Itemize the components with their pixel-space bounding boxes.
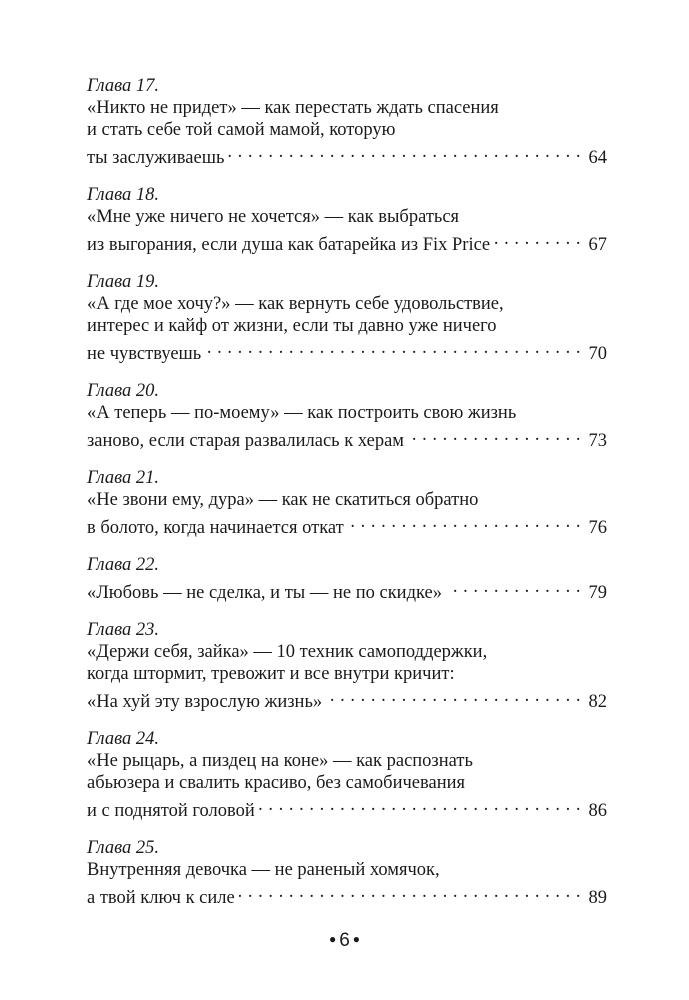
chapter-title-line: «А где мое хочу?» — как вернуть себе удовольствие, [87, 294, 504, 314]
page-folio [0, 927, 689, 953]
chapter-title-line: и с поднятой головой [87, 801, 255, 821]
toc-entry-20 [87, 380, 607, 451]
chapter-title-line: не чувствуешь [87, 344, 202, 364]
folio-number: 6 [339, 930, 350, 951]
dot-leader [259, 794, 581, 816]
chapter-label: Глава 20. [87, 381, 159, 401]
table-of-contents [87, 75, 607, 924]
dot-leader [408, 424, 581, 446]
chapter-title-line: «Держи себя, зайка» — 10 техник самоподдержки, [87, 642, 488, 662]
page-number: 64 [588, 148, 607, 168]
chapter-title-last-line[interactable] [87, 794, 607, 821]
chapter-label: Глава 22. [87, 555, 159, 575]
chapter-title-line: заново, если старая развалилась к херам [87, 431, 405, 451]
toc-entry-22 [87, 554, 607, 603]
toc-entry-24 [87, 728, 607, 821]
chapter-title-line: «На хуй эту взрослую жизнь» [87, 692, 323, 712]
page-number: 76 [588, 518, 607, 538]
chapter-label: Глава 18. [87, 185, 159, 205]
dot-leader [446, 576, 581, 598]
toc-entry-23 [87, 619, 607, 712]
dot-leader [239, 881, 581, 903]
chapter-title-last-line[interactable] [87, 228, 607, 255]
chapter-label: Глава 25. [87, 838, 159, 858]
chapter-title-line: когда штормит, тревожит и все внутри кричит: [87, 664, 455, 684]
chapter-title-line: «Мне уже ничего не хочется» — как выбраться [87, 207, 460, 227]
page-number: 89 [588, 888, 607, 908]
dot-leader [326, 685, 581, 707]
dot-leader [348, 511, 581, 533]
chapter-title-last-line[interactable] [87, 424, 607, 451]
chapter-title-line: «А теперь — по-моему» — как построить свою жизнь [87, 403, 517, 423]
chapter-title-last-line[interactable] [87, 685, 607, 712]
toc-entry-17 [87, 75, 607, 168]
chapter-title-line: а твой ключ к силе [87, 888, 235, 908]
dot-leader [494, 228, 581, 250]
chapter-title-line: интерес и кайф от жизни, если ты давно уже ничего [87, 316, 497, 336]
chapter-label: Глава 21. [87, 468, 159, 488]
folio-bullet-right: ● [352, 932, 361, 946]
chapter-label: Глава 17. [87, 76, 159, 96]
toc-entry-19 [87, 271, 607, 364]
page-number: 70 [588, 344, 607, 364]
chapter-title-line: из выгорания, если душа как батарейка из Fix Price [87, 235, 491, 255]
toc-entry-21 [87, 467, 607, 538]
toc-entry-18 [87, 184, 607, 255]
chapter-title-line: «Любовь — не сделка, и ты — не по скидке» [87, 583, 442, 603]
toc-entry-25 [87, 837, 607, 908]
chapter-title-line: и стать себе той самой мамой, которую [87, 120, 396, 140]
chapter-title-last-line[interactable] [87, 511, 607, 538]
page-number: 67 [588, 235, 607, 255]
chapter-label: Глава 19. [87, 272, 159, 292]
chapter-title-line: Внутренняя девочка — не раненый хомячок, [87, 860, 440, 880]
dot-leader [205, 337, 581, 359]
chapter-title-last-line[interactable] [87, 881, 607, 908]
chapter-title-line: «Не рыцарь, а пиздец на коне» — как распознать [87, 751, 473, 771]
page-number: 73 [588, 431, 607, 451]
page-number: 79 [588, 583, 607, 603]
page-number: 82 [588, 692, 607, 712]
chapter-label: Глава 23. [87, 620, 159, 640]
page-number: 86 [588, 801, 607, 821]
chapter-title-last-line[interactable] [87, 337, 607, 364]
folio-bullet-left: ● [328, 932, 337, 946]
chapter-label: Глава 24. [87, 729, 159, 749]
chapter-title-line: «Никто не придет» — как перестать ждать спасения [87, 98, 499, 118]
chapter-title-line: в болото, когда начинается откат [87, 518, 344, 538]
chapter-title-last-line[interactable] [87, 141, 607, 168]
chapter-title-last-line[interactable] [87, 576, 607, 603]
dot-leader [228, 141, 581, 163]
chapter-title-line: «Не звони ему, дура» — как не скатиться обратно [87, 490, 479, 510]
chapter-title-line: абьюзера и свалить красиво, без самобичевания [87, 773, 466, 793]
chapter-title-line: ты заслуживаешь [87, 148, 225, 168]
